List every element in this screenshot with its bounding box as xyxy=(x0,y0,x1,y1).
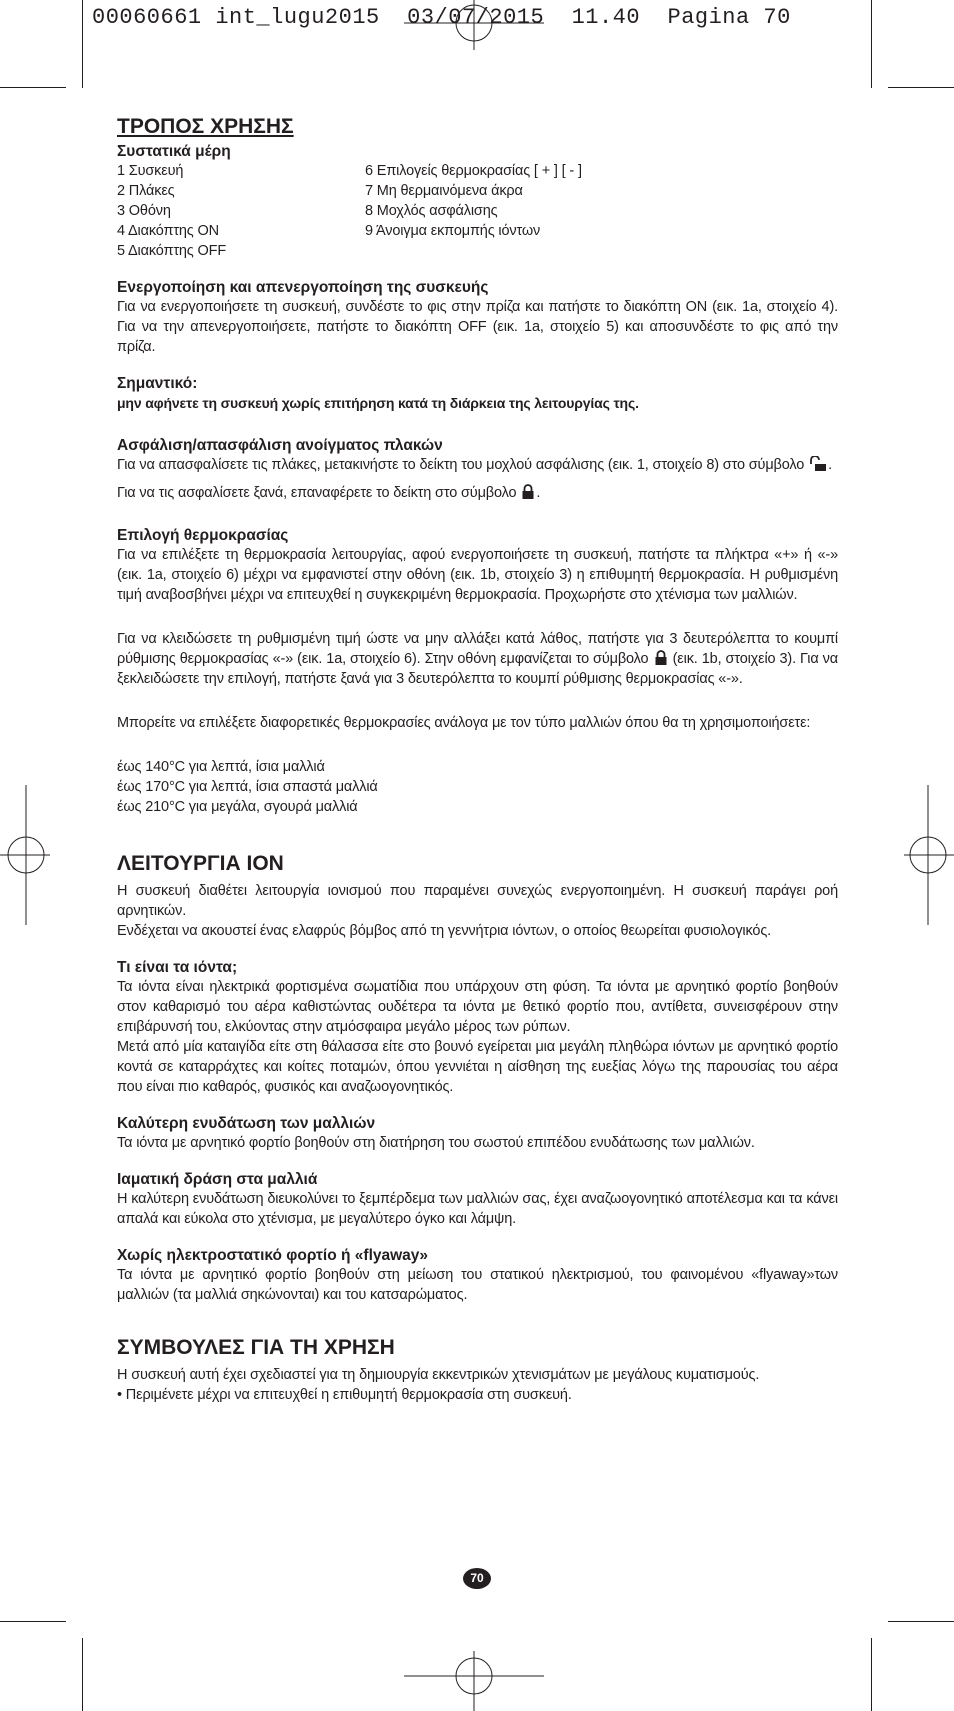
static-heading: Χωρίς ηλεκτροστατικό φορτίο ή «flyaway» xyxy=(117,1247,429,1264)
temperature-list-item: έως 170°C για λεπτά, ίσια σπαστά μαλλιά xyxy=(117,779,378,795)
component-item: 9 Άνοιγμα εκπομπής ιόντων xyxy=(365,223,541,239)
ions-what-text-2: Μετά από μία καταιγίδα είτε στη θάλασσα είτε στο βουνό εγείρεται μια μεγάλη πληθώρα ιόντων με αρνητικό φορτίο κοντά σε καταρράχτες και κοίτες ποταμών, όπου γεννιέται η αίσθηση της ευεξίας λόγω της παρουσίας του αέρα που είναι πιο καθαρός, φυσικός και αναζωογονητικός. xyxy=(117,1039,838,1095)
component-item: 7 Μη θερμαινόμενα άκρα xyxy=(365,183,523,199)
hydration-text: Τα ιόντα με αρνητικό φορτίο βοηθούν στη διατήρηση του σωστού επιπέδου ενυδάτωσης των μαλλιών. xyxy=(117,1135,755,1151)
temperature-text-2 xyxy=(117,629,838,689)
component-item: 5 Διακόπτης OFF xyxy=(117,243,227,259)
page-content xyxy=(117,114,838,1405)
static-text: Τα ιόντα με αρνητικό φορτίο βοηθούν στη μείωση του στατικού ηλεκτρισμού, του φαινομένου «flyaway»των μαλλιών (τα μαλλιά σηκώνονται) και του κατσαρώματος. xyxy=(117,1267,838,1303)
crop-mark-top-left-v xyxy=(82,0,83,88)
temperature-heading: Επιλογή θερμοκρασίας xyxy=(117,527,289,544)
components-list xyxy=(117,161,838,261)
healing-heading: Ιαματική δράση στα μαλλιά xyxy=(117,1171,318,1188)
lock-value-instruction: Για να κλειδώσετε τη ρυθμισμένη τιμή ώστε να μην αλλάξει κατά λάθος, πατήστε για 3 δευτερόλεπτα το κουμπί ρύθμισης θερμοκρασίας «-» (εικ. 1a, στοιχείο 6). Στην οθόνη εμφανίζεται το σύμβολο xyxy=(117,631,838,667)
ions-what-text-1: Τα ιόντα είναι ηλεκτρικά φορτισμένα σωματίδια που υπάρχουν στη φύση. Τα ιόντα με αρνητικό φορτίο βοηθούν στον καθαρισμό του αέρα καθιστώντας ουδέτερα τα ιόντα με θετικό φορτίο που, αντίθετα, συνεισφέρουν στην επιβάρυνσή του, ελκύοντας στην ατμόσφαιρα μεγάλο μέρος των ρύπων. xyxy=(117,979,838,1035)
unlock-instruction: Για να απασφαλίσετε τις πλάκες, μετακινήστε το δείκτη του μοχλού ασφάλισης (εικ. 1, στοιχείο 8) στο σύμβολο xyxy=(117,457,805,473)
component-item: 3 Οθόνη xyxy=(117,203,171,219)
power-text: Για να ενεργοποιήσετε τη συσκευή, συνδέστε το φις στην πρίζα και πατήστε το διακόπτη ON (εικ. 1a, στοιχείο 4). Για να την απενεργοποιήσετε, πατήστε το διακόπτη OFF (εικ. 1a, στοιχείο 5) και αποσυνδέστε το φις από την πρίζα. xyxy=(117,299,838,355)
lock-text-unlock: Για να απασφαλίσετε τις πλάκες, μετακινήστε το δείκτη του μοχλού ασφάλισης (εικ. 1, στοιχείο 8) στο σύμβολο . xyxy=(117,457,832,473)
ions-what-heading: Τι είναι τα ιόντα; xyxy=(117,959,238,976)
lock-instruction: Για να τις ασφαλίσετε ξανά, επαναφέρετε το δείκτη στο σύμβολο xyxy=(117,485,517,501)
component-item: 1 Συσκευή xyxy=(117,163,184,179)
tips-section-title: ΣΥΜΒΟΥΛΕΣ ΓΙΑ ΤΗ ΧΡΗΣΗ xyxy=(117,1336,395,1359)
lock-heading: Ασφάλιση/απασφάλιση ανοίγματος πλακών xyxy=(117,437,443,454)
tips-text: Η συσκευή αυτή έχει σχεδιαστεί για τη δημιουργία εκκεντρικών χτενισμάτων με μεγάλους κυματισμούς. xyxy=(117,1367,760,1383)
temperature-list-item: έως 140°C για λεπτά, ίσια μαλλιά xyxy=(117,759,325,775)
page-title: ΤΡΟΠΟΣ ΧΡΗΣΗΣ xyxy=(117,115,294,138)
hydration-heading: Καλύτερη ενυδάτωση των μαλλιών xyxy=(117,1115,376,1132)
temperature-text-1: Για να επιλέξετε τη θερμοκρασία λειτουργίας, αφού ενεργοποιήσετε τη συσκευή, πατήστε τα πλήκτρα «+» ή «-» (εικ. 1a, στοιχείο 6) μέχρι να εμφανιστεί στην οθόνη (εικ. 1b, στοιχείο 3) η επιθυμητή θερμοκρασία. Η ρυθμισμένη τιμή αναβοσβήνει μέχρι να επιτευχθεί η συγκεκριμένη θερμοκρασία. Προχωρήστε στο χτένισμα των μαλλιών. xyxy=(117,547,838,603)
registration-mark-icon xyxy=(404,1651,544,1711)
crop-mark-top-right-h xyxy=(888,87,954,88)
crop-mark-bottom-left-v xyxy=(82,1638,83,1711)
unlock-value-instruction: (εικ. 1b, στοιχείο 3). Για να ξεκλειδώσετε την επιλογή, πατήστε ξανά για 3 δευτερόλεπτα το κουμπί ρύθμισης θερμοκρασίας «-». xyxy=(117,651,838,687)
component-item: 6 Επιλογείς θερμοκρασίας [ + ] [ - ] xyxy=(365,163,582,179)
healing-text: Η καλύτερη ενυδάτωση διευκολύνει το ξεμπέρδεμα των μαλλιών σας, έχει αναζωογονητικό αποτέλεσμα και τα κάνει απαλά και εύκολα στο χτένισμα, με μεγαλύτερο όγκο και λάμψη. xyxy=(117,1191,838,1227)
registration-mark-icon xyxy=(0,785,50,925)
crop-mark-top-right-v xyxy=(871,0,872,88)
component-item: 4 Διακόπτης ON xyxy=(117,223,219,239)
print-slug-line: 00060661 int_lugu2015 03/07/2015 11.40 Pagina 70 xyxy=(92,5,791,30)
temperature-text-3: Μπορείτε να επιλέξετε διαφορετικές θερμοκρασίες ανάλογα με τον τύπο μαλλιών όπου θα τη χρησιμοποιήσετε: xyxy=(117,715,811,731)
important-text: μην αφήνετε τη συσκευή χωρίς επιτήρηση κατά τη διάρκεια της λειτουργίας της. xyxy=(117,395,639,411)
power-heading: Ενεργοποίηση και απενεργοποίηση της συσκευής xyxy=(117,279,489,296)
crop-mark-bottom-left-h xyxy=(0,1621,66,1622)
lock-text-lock: Για να τις ασφαλίσετε ξανά, επαναφέρετε το δείκτη στο σύμβολο . xyxy=(117,485,541,501)
crop-mark-top-left-h xyxy=(0,87,66,88)
page-number-badge: 70 xyxy=(463,1568,491,1589)
component-item: 8 Μοχλός ασφάλισης xyxy=(365,203,498,219)
crop-mark-bottom-right-h xyxy=(888,1621,954,1622)
important-heading: Σημαντικό: xyxy=(117,375,198,392)
lock-symbol-icon xyxy=(655,650,667,665)
registration-mark-icon xyxy=(904,785,954,925)
ion-text-1: Η συσκευή διαθέτει λειτουργία ιονισμού που παραμένει συνεχώς ενεργοποιημένη. Η συσκευή παράγει ροή αρνητικών. xyxy=(117,883,838,919)
component-item: 2 Πλάκες xyxy=(117,183,175,199)
tips-bullet: • Περιμένετε μέχρι να επιτευχθεί η επιθυμητή θερμοκρασία στη συσκευή. xyxy=(117,1387,572,1403)
lock-symbol-icon xyxy=(522,484,534,499)
registration-mark-icon xyxy=(404,0,544,50)
crop-mark-bottom-right-v xyxy=(871,1638,872,1711)
unlock-symbol-icon xyxy=(810,456,826,471)
ion-text-2: Ενδέχεται να ακουστεί ένας ελαφρύς βόμβος από τη γεννήτρια ιόντων, ο οποίος θεωρείται φυσιολογικός. xyxy=(117,923,772,939)
ion-section-title: ΛΕΙΤΟΥΡΓΙΑ ΙΟΝ xyxy=(117,852,284,875)
components-heading: Συστατικά μέρη xyxy=(117,143,231,160)
temperature-list-item: έως 210°C για μεγάλα, σγουρά μαλλιά xyxy=(117,799,358,815)
